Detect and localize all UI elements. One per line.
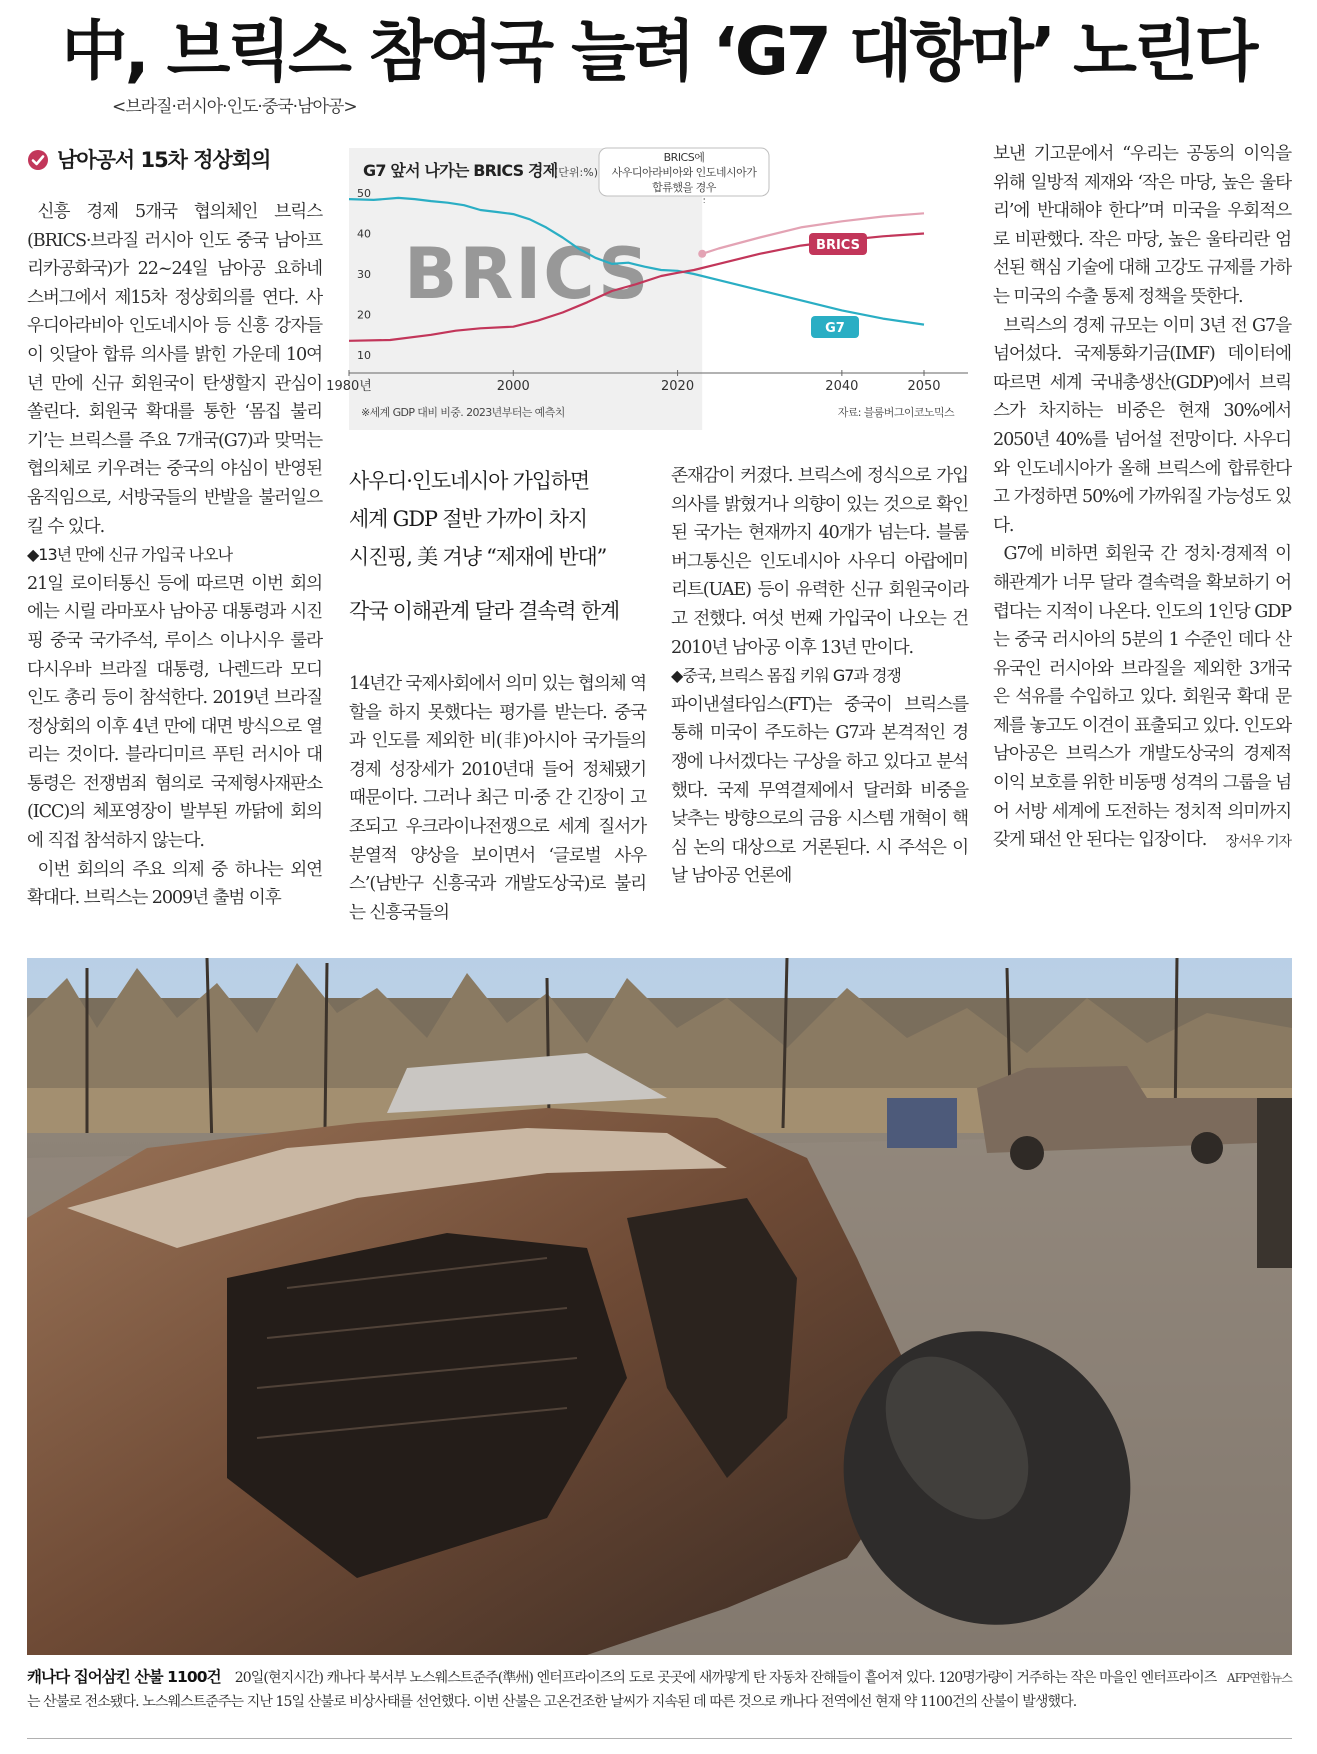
deck-line: 사우디·인도네시아 가입하면	[349, 469, 589, 493]
subhead: <브라질·러시아·인도·중국·남아공>	[112, 97, 357, 117]
chart-footnote: ※세계 GDP 대비 비중. 2023년부터는 예측치	[361, 406, 565, 419]
deck-line: 각국 이해관계 달라 결속력 한계	[349, 599, 620, 623]
chart-title: G7 앞서 나가는 BRICS 경제	[363, 161, 558, 180]
headline: 中, 브릭스 참여국 늘려 ‘G7 대항마’ 노린다	[61, 13, 1256, 90]
annotation-text: 사우디아라비아와 인도네시아가	[611, 166, 757, 179]
deck-headlines	[349, 462, 649, 630]
article-column-3	[671, 462, 968, 891]
article-column-4	[993, 140, 1291, 856]
chart-source: 자료: 블룸버그이코노믹스	[837, 406, 954, 419]
paragraph: 21일 로이터통신 등에 따르면 이번 회의에는 시릴 라마포사 남아공 대통령과 시진핑 중국 국가주석, 루이스 이나시우 룰라 다시우바 브라질 대통령, 나렌드라 모디 인도 총리 등이 참석한다. 2019년 브라질 정상회의 이후 4년 만에 대면 방식으로 열리는 것이다. 블라디미르 푸틴 러시아 대통령은 전쟁범죄 혐의로 국제형사재판소(ICC)의 체포영장이 발부된 까닭에 회의에 직접 참석하지 않는다.	[27, 573, 322, 852]
brics-g7-chart	[326, 148, 968, 430]
paragraph: 보낸 기고문에서 “우리는 공동의 이익을 위해 일방적 제재와 ‘작은 마당, 높은 울타리’에 반대해야 한다”며 미국을 우회적으로 비판했다. 작은 마당, 높은 울타리란 엄선된 핵심 기술에 대해 고강도 규제를 가하는 미국의 수출 통제 정책을 뜻한다.	[993, 144, 1291, 307]
news-photo	[27, 958, 1292, 1655]
paragraph: 파이낸셜타임스(FT)는 중국이 브릭스를 통해 미국이 주도하는 G7과 본격적인 경쟁에 나서겠다는 구상을 하고 있다고 분석했다. 국제 무역결제에서 달러화 비중을 낮추는 방향으로의 금융 시스템 개혁이 핵심 논의 대상으로 거론된다. 시 주석은 이날 남아공 언론에	[671, 694, 968, 887]
y-tick-label: 10	[357, 349, 371, 362]
y-tick-label: 30	[357, 268, 371, 281]
check-circle-icon	[27, 149, 49, 171]
paragraph: G7에 비하면 회원국 간 정치·경제적 이해관계가 너무 달라 결속력을 확보하기 어렵다는 지적이 나온다. 인도의 1인당 GDP는 중국 러시아의 5분의 1 수준인 데다 산유국인 러시아와 브라질을 제외한 3개국은 석유를 수입하고 있다. 회원국 확대 문제를 놓고도 이견이 표출되고 있다. 인도와 남아공은 브릭스가 개발도상국의 경제적 이익 보호를 위한 비동맹 성격의 그룹을 넘어 서방 세계에 도전하는 정치적 의미까지 갖게 돼선 안 된다는 입장이다.	[993, 544, 1291, 851]
g7-label: G7	[825, 321, 845, 336]
chart-watermark: BRICS	[404, 233, 651, 315]
section-title-text: 남아공서 15차 정상회의	[57, 147, 271, 172]
article-column-1	[27, 140, 322, 913]
paragraph: 이번 회의의 주요 의제 중 하나는 외연 확대다. 브릭스는 2009년 출범 이후	[27, 859, 322, 909]
annotation-text: BRICS에	[663, 151, 705, 164]
article-column-2	[349, 670, 646, 927]
chart-unit: (단위:%)	[554, 166, 598, 179]
divider	[27, 1738, 1292, 1739]
series-start-point	[698, 250, 706, 258]
x-tick-label: 1980년	[326, 379, 372, 394]
photo-caption	[27, 1665, 1292, 1714]
deck-line: 세계 GDP 절반 가까이 차지	[349, 507, 587, 531]
x-tick-label: 2040	[825, 379, 859, 394]
x-tick-label: 2000	[496, 379, 530, 394]
caption-text: 20일(현지시간) 캐나다 북서부 노스웨스트준주(準州) 엔터프라이즈의 도로 곳곳에 새까맣게 탄 자동차 잔해들이 흩어져 있다. 120명가량이 거주하는 작은 마을인 엔터프라이즈는 산불로 전소됐다. 노스웨스트준주는 지난 15일 산불로 비상사태를 선언했다. 이번 산불은 고온건조한 날씨가 지속된 데 따른 것으로 캐나다 전역에선 현재 약 1100건의 산불이 발생했다.	[27, 1670, 1217, 1710]
subheading: ◆중국, 브릭스 몸집 키워 G7과 경쟁	[671, 666, 901, 686]
paragraph: 브릭스의 경제 규모는 이미 3년 전 G7을 넘어섰다. 국제통화기금(IMF) 데이터에 따르면 세계 국내총생산(GDP)에서 브릭스가 차지하는 비중은 현재 30%에서 2050년 40%를 넘어설 전망이다. 사우디와 인도네시아가 올해 브릭스에 합류한다고 가정하면 50%에 가까워질 가능성도 있다.	[993, 315, 1291, 536]
paragraph: 존재감이 커졌다. 브릭스에 정식으로 가입 의사를 밝혔거나 의향이 있는 것으로 확인된 국가는 현재까지 40개가 넘는다. 블룸버그통신은 인도네시아 사우디 아랍에미리트(UAE) 등이 유력한 신규 회원국이라고 전했다. 여섯 번째 가입국이 나오는 건 2010년 남아공 이후 13년 만이다.	[671, 466, 968, 658]
paragraph: 14년간 국제사회에서 의미 있는 협의체 역할을 하지 못했다는 평가를 받는다. 중국과 인도를 제외한 비(非)아시아 국가들의 경제 성장세가 2010년대 들어 정체됐기 때문이다. 그러나 최근 미·중 간 긴장이 고조되고 우크라이나전쟁으로 세계 질서가 분열적 양상을 보이면서 ‘글로벌 사우스’(남반구 신흥국과 개발도상국)로 불리는 신흥국들의	[349, 674, 646, 923]
burned-car-illustration	[27, 958, 1292, 1655]
y-tick-label: 40	[357, 227, 371, 241]
caption-title: 캐나다 집어삼킨 산불 1100건	[27, 1668, 221, 1686]
deck-line: 시진핑, 美 겨냥 “제재에 반대”	[349, 545, 607, 569]
x-tick-label: 2050	[907, 379, 941, 394]
y-tick-label: 50	[357, 187, 371, 200]
subheading: ◆13년 만에 신규 가입국 나오나	[27, 545, 233, 565]
byline: 장서우 기자	[1225, 833, 1291, 850]
y-tick-label: 20	[357, 308, 371, 322]
section-title	[27, 140, 322, 180]
brics-label: BRICS	[816, 238, 860, 253]
photo-credit: AFP연합뉴스	[1226, 1671, 1292, 1685]
paragraph: 신흥 경제 5개국 협의체인 브릭스(BRICS·브라질 러시아 인도 중국 남아프리카공화국)가 22~24일 남아공 요하네스버그에서 제15차 정상회의를 연다. 사우디아라비아 인도네시아 등 신흥 강자들이 잇달아 합류 의사를 밝힌 가운데 10여 년 만에 신규 회원국이 탄생할지 관심이 쏠린다. 회원국 확대를 통한 ‘몸집 불리기’는 브릭스를 주요 7개국(G7)과 맞먹는 협의체로 키우려는 중국의 야심이 반영된 움직임으로, 서방국들의 반발을 불러일으킬 수 있다.	[27, 202, 322, 537]
annotation-text: 합류했을 경우	[652, 181, 716, 194]
x-tick-label: 2020	[661, 379, 695, 394]
line-chart	[326, 148, 968, 430]
